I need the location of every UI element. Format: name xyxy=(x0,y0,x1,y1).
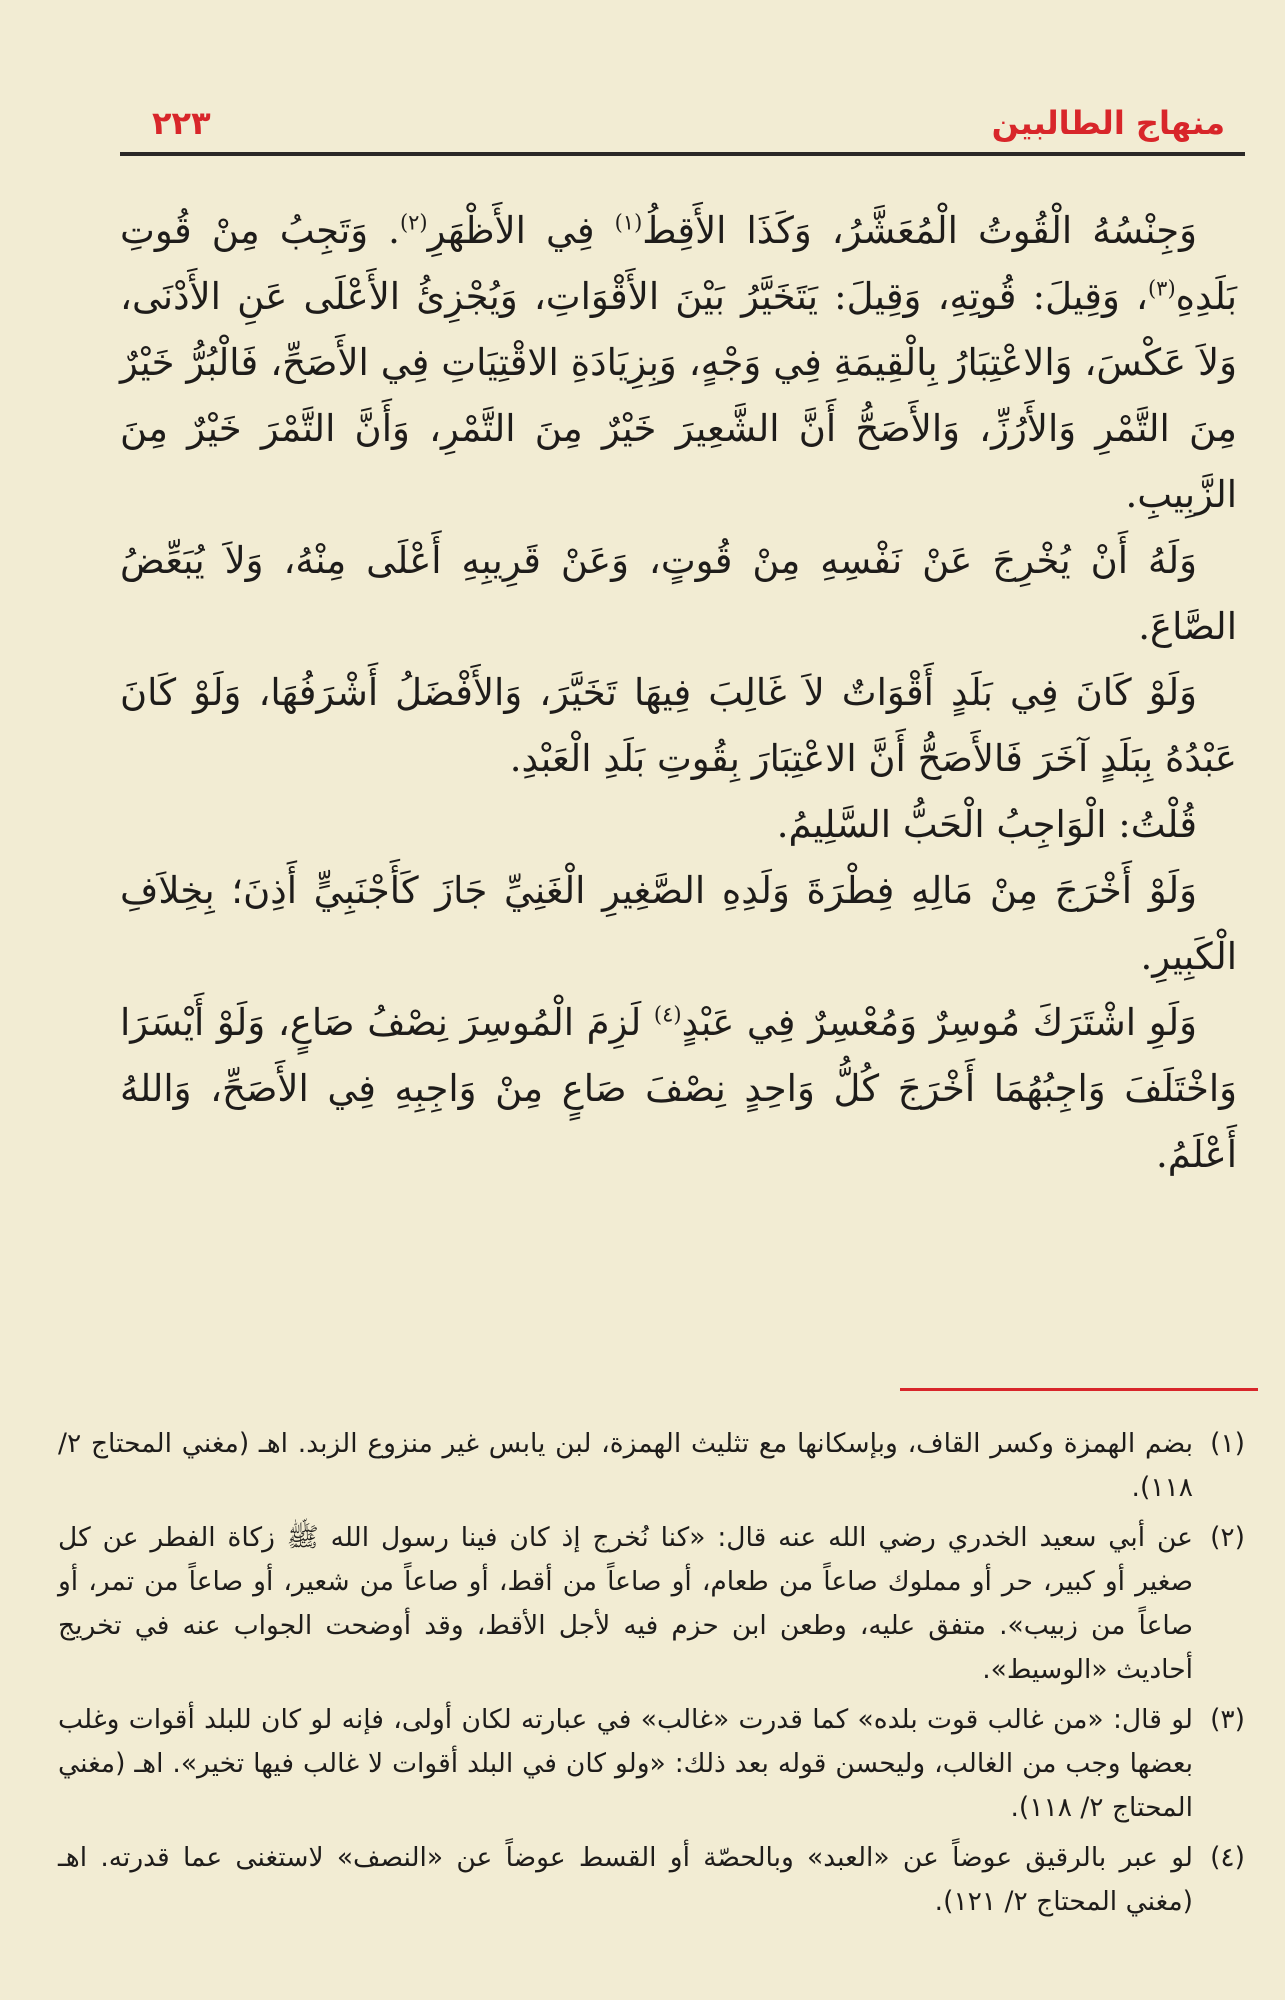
paragraph-4: قُلْتُ: الْوَاجِبُ الْحَبُّ السَّلِيمُ. xyxy=(776,803,1197,846)
paragraph-1 xyxy=(120,198,1237,528)
footnote-2 xyxy=(58,1516,1245,1692)
footnote-ref-1: (١) xyxy=(614,210,643,235)
paragraph-3: وَلَوْ كَانَ فِي بَلَدٍ أَقْوَاتٌ لاَ غَالِبَ فِيهَا تَخَيَّرَ، وَالأَفْضَلُ أَشْرَفُهَا، وَلَوْ كَانَ عَبْدُهُ بِبَلَدٍ آخَرَ فَالأَصَحُّ أَنَّ الاعْتِبَارَ بِقُوتِ بَلَدِ الْعَبْدِ. xyxy=(120,671,1237,780)
footnote-text: عن أبي سعيد الخدري رضي الله عنه قال: «كنا نُخرج إذ كان فينا رسول الله ﷺ زكاة الفطر عن كل صغير أو كبير، حر أو مملوك صاعاً من طعام، أو صاعاً من أقط، أو صاعاً من شعير، أو صاعاً من تمر، أو صاعاً من زبيب». متفق عليه، وطعن ابن حزم فيه لأجل الأقط، وقد أوضحت الجواب عنه في تخريج أحاديث «الوسيط». xyxy=(58,1522,1193,1685)
footnote-number: (١) xyxy=(1210,1428,1245,1459)
main-text xyxy=(120,198,1237,1188)
text-segment: فِي الأَظْهَرِ xyxy=(427,209,615,252)
header-rule xyxy=(120,152,1245,156)
footnote-ref-3: (٣) xyxy=(1147,276,1176,301)
book-title: منهاج الطالبين xyxy=(991,104,1225,142)
text-segment: وَجِنْسُهُ الْقُوتُ الْمُعَشَّرُ، وَكَذَا الأَقِطُ xyxy=(642,209,1197,252)
footnote-1 xyxy=(58,1422,1245,1510)
footnote-text: بضم الهمزة وكسر القاف، وبإسكانها مع تثليث الهمزة، لبن يابس غير منزوع الزبد. اهـ (مغني المحتاج ٢/ ١١٨). xyxy=(58,1428,1193,1503)
footnote-ref-2: (٢) xyxy=(399,210,428,235)
page-number: ٢٢٣ xyxy=(152,104,211,142)
footnote-4 xyxy=(58,1836,1245,1924)
footnote-ref-4: (٤) xyxy=(653,1002,682,1027)
paragraph-2: وَلَهُ أَنْ يُخْرِجَ عَنْ نَفْسِهِ مِنْ قُوتٍ، وَعَنْ قَرِيبِهِ أَعْلَى مِنْهُ، وَلاَ يُبَعِّضُ الصَّاعَ. xyxy=(120,539,1237,648)
text-segment: ، وَقِيلَ: قُوتِهِ، وَقِيلَ: يَتَخَيَّرُ بَيْنَ الأَقْوَاتِ، وَيُجْزِئُ الأَعْلَى عَنِ الأَدْنَى، وَلاَ عَكْسَ، وَالاعْتِبَارُ بِالْقِيمَةِ فِي وَجْهٍ، وَبِزِيَادَةِ الاقْتِيَاتِ فِي الأَصَحِّ، فَالْبُرُّ خَيْرٌ مِنَ التَّمْرِ وَالأَرُزِّ، وَالأَصَحُّ أَنَّ الشَّعِيرَ خَيْرٌ مِنَ التَّمْرِ، وَأَنَّ التَّمْرَ خَيْرٌ مِنَ الزَّبِيبِ. xyxy=(120,275,1237,516)
running-header xyxy=(152,96,1225,152)
footnote-rule xyxy=(900,1388,1258,1391)
paragraph-5: وَلَوْ أَخْرَجَ مِنْ مَالِهِ فِطْرَةَ وَلَدِهِ الصَّغِيرِ الْغَنِيِّ جَازَ كَأَجْنَبِيٍّ أَذِنَ؛ بِخِلاَفِ الْكَبِيرِ. xyxy=(120,869,1237,978)
footnote-number: (٣) xyxy=(1210,1704,1245,1735)
footnote-3 xyxy=(58,1698,1245,1830)
footnote-number: (٤) xyxy=(1210,1842,1245,1873)
footnotes xyxy=(58,1422,1245,1930)
paragraph-6 xyxy=(120,990,1237,1188)
text-segment: لَزِمَ الْمُوسِرَ نِصْفُ صَاعٍ، وَلَوْ أَيْسَرَا وَاخْتَلَفَ وَاجِبُهُمَا أَخْرَجَ كُلُّ وَاحِدٍ نِصْفَ صَاعٍ مِنْ وَاجِبِهِ فِي الأَصَحِّ، وَاللهُ أَعْلَمُ. xyxy=(120,1001,1237,1176)
text-segment: وَلَوِ اشْتَرَكَ مُوسِرٌ وَمُعْسِرٌ فِي عَبْدٍ xyxy=(681,1001,1197,1044)
text-segment: . وَتَجِبُ مِنْ قُوتِ بَلَدِهِ xyxy=(120,209,1237,318)
footnote-text: لو عبر بالرقيق عوضاً عن «العبد» وبالحصّة أو القسط عوضاً عن «النصف» لاستغنى عما قدرته. اهـ (مغني المحتاج ٢/ ١٢١). xyxy=(58,1842,1193,1917)
footnote-number: (٢) xyxy=(1210,1522,1245,1553)
footnote-text: لو قال: «من غالب قوت بلده» كما قدرت «غالب» في عبارته لكان أولى، فإنه لو كان للبلد أقوات وغلب بعضها وجب من الغالب، وليحسن قوله بعد ذلك: «ولو كان في البلد أقوات لا غالب فيها تخير». اهـ (مغني المحتاج ٢/ ١١٨). xyxy=(58,1704,1193,1823)
